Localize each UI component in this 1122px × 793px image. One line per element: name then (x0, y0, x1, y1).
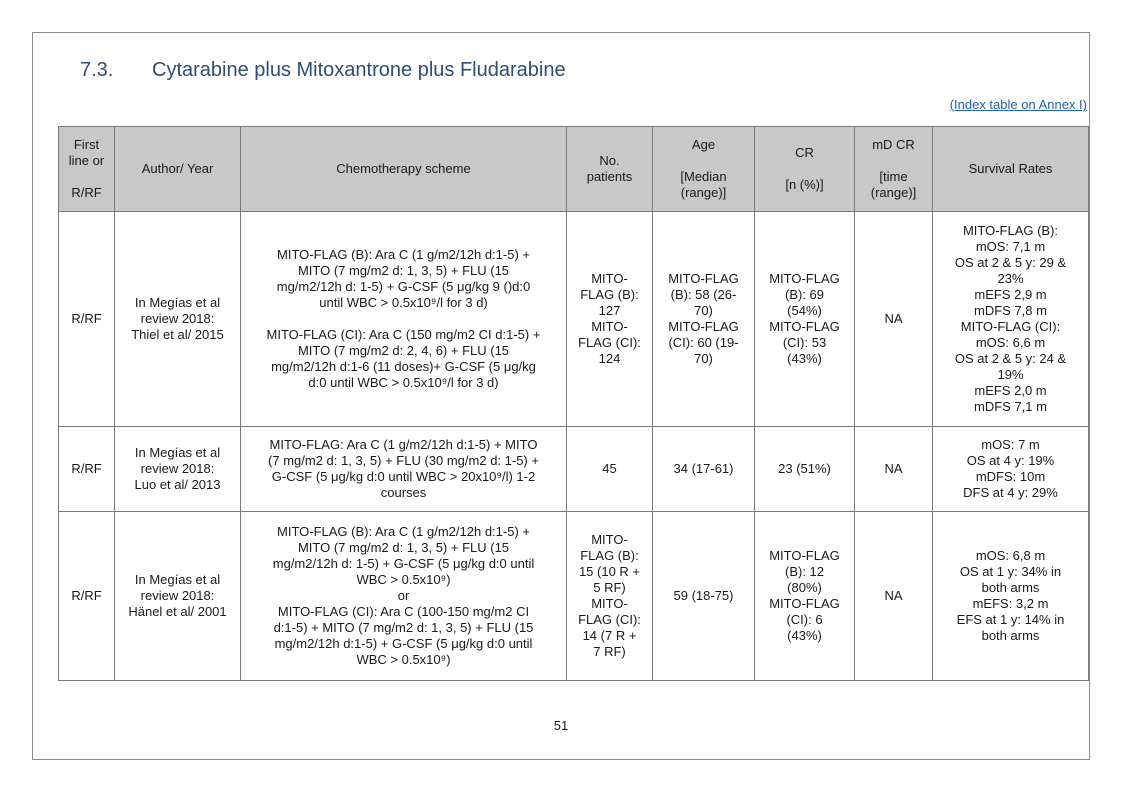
cell-cr: MITO-FLAG (B): 69 (54%) MITO-FLAG (CI): 53 (43%) (755, 212, 855, 427)
cell-survival: MITO-FLAG (B): mOS: 7,1 m OS at 2 & 5 y: 29 & 23% mEFS 2,9 m mDFS 7,8 m MITO-FLAG (CI): mOS: 6,6 m OS at 2 & 5 y: 24 & 19% mEFS 2,0 m mDFS 7,1 m (933, 212, 1089, 427)
section-heading (80, 59, 566, 82)
cell-line: R/RF (59, 512, 115, 681)
table-row (59, 512, 1089, 681)
cell-patients: MITO- FLAG (B): 127 MITO- FLAG (CI): 124 (567, 212, 653, 427)
cell-md-cr: NA (855, 212, 933, 427)
index-table-link[interactable]: (Index table on Annex I) (949, 97, 1087, 112)
cell-patients: 45 (567, 427, 653, 512)
header-age: Age [Median (range)] (653, 127, 755, 212)
header-author: Author/ Year (115, 127, 241, 212)
table-row (59, 212, 1089, 427)
cell-scheme: MITO-FLAG: Ara C (1 g/m2/12h d:1-5) + MITO (7 mg/m2 d: 1, 3, 5) + FLU (30 mg/m2 d: 1-5) + G-CSF (5 μg/kg d:0 until WBC > 20x10⁹/l) 1-2 courses (241, 427, 567, 512)
cell-scheme: MITO-FLAG (B): Ara C (1 g/m2/12h d:1-5) + MITO (7 mg/m2 d: 1, 3, 5) + FLU (15 mg/m2/12h d: 1-5) + G-CSF (5 μg/kg d:0 until WBC > 0.5x10⁹) or MITO-FLAG (CI): Ara C (100-150 mg/m2 CI d:1-5) + MITO (7 mg/m2 d: 1, 3, 5) + FLU (15 mg/m2/12h d:1-5) + G-CSF (5 μg/kg d:0 until WBC > 0.5x10⁹) (241, 512, 567, 681)
header-patients: No. patients (567, 127, 653, 212)
cell-scheme: MITO-FLAG (B): Ara C (1 g/m2/12h d:1-5) + MITO (7 mg/m2 d: 1, 3, 5) + FLU (15 mg/m2/12h d: 1-5) + G-CSF (5 μg/kg 9 ()d:0 until WBC > 0.5x10⁹/l for 3 d) MITO-FLAG (CI): Ara C (150 mg/m2 CI d:1-5) + MITO (7 mg/m2 d: 2, 4, 6) + FLU (15 mg/m2/12h d:1-6 (11 doses)+ G-CSF (5 μg/kg d:0 until WBC > 0.5x10⁹/l for 3 d) (241, 212, 567, 427)
cell-author: In Megías et al review 2018: Hänel et al/ 2001 (115, 512, 241, 681)
header-line: First line or R/RF (59, 127, 115, 212)
cell-patients: MITO- FLAG (B): 15 (10 R + 5 RF) MITO- FLAG (CI): 14 (7 R + 7 RF) (567, 512, 653, 681)
chemotherapy-table (58, 126, 1089, 681)
page-number: 51 (553, 718, 569, 733)
cell-age: 34 (17-61) (653, 427, 755, 512)
cell-line: R/RF (59, 427, 115, 512)
table-row (59, 427, 1089, 512)
cell-survival: mOS: 6,8 m OS at 1 y: 34% in both arms mEFS: 3,2 m EFS at 1 y: 14% in both arms (933, 512, 1089, 681)
header-md-cr: mD CR [time (range)] (855, 127, 933, 212)
section-number: 7.3. (80, 59, 114, 81)
cell-line: R/RF (59, 212, 115, 427)
section-title: Cytarabine plus Mitoxantrone plus Fludarabine (152, 59, 566, 81)
cell-md-cr: NA (855, 427, 933, 512)
header-scheme: Chemotherapy scheme (241, 127, 567, 212)
cell-author: In Megías et al review 2018: Luo et al/ 2013 (115, 427, 241, 512)
header-cr: CR [n (%)] (755, 127, 855, 212)
header-survival: Survival Rates (933, 127, 1089, 212)
cell-cr: MITO-FLAG (B): 12 (80%) MITO-FLAG (CI): 6 (43%) (755, 512, 855, 681)
header-row (59, 127, 1089, 212)
cell-author: In Megías et al review 2018: Thiel et al/ 2015 (115, 212, 241, 427)
cell-age: 59 (18-75) (653, 512, 755, 681)
cell-md-cr: NA (855, 512, 933, 681)
cell-survival: mOS: 7 m OS at 4 y: 19% mDFS: 10m DFS at 4 y: 29% (933, 427, 1089, 512)
cell-age: MITO-FLAG (B): 58 (26- 70) MITO-FLAG (CI): 60 (19- 70) (653, 212, 755, 427)
cell-cr: 23 (51%) (755, 427, 855, 512)
